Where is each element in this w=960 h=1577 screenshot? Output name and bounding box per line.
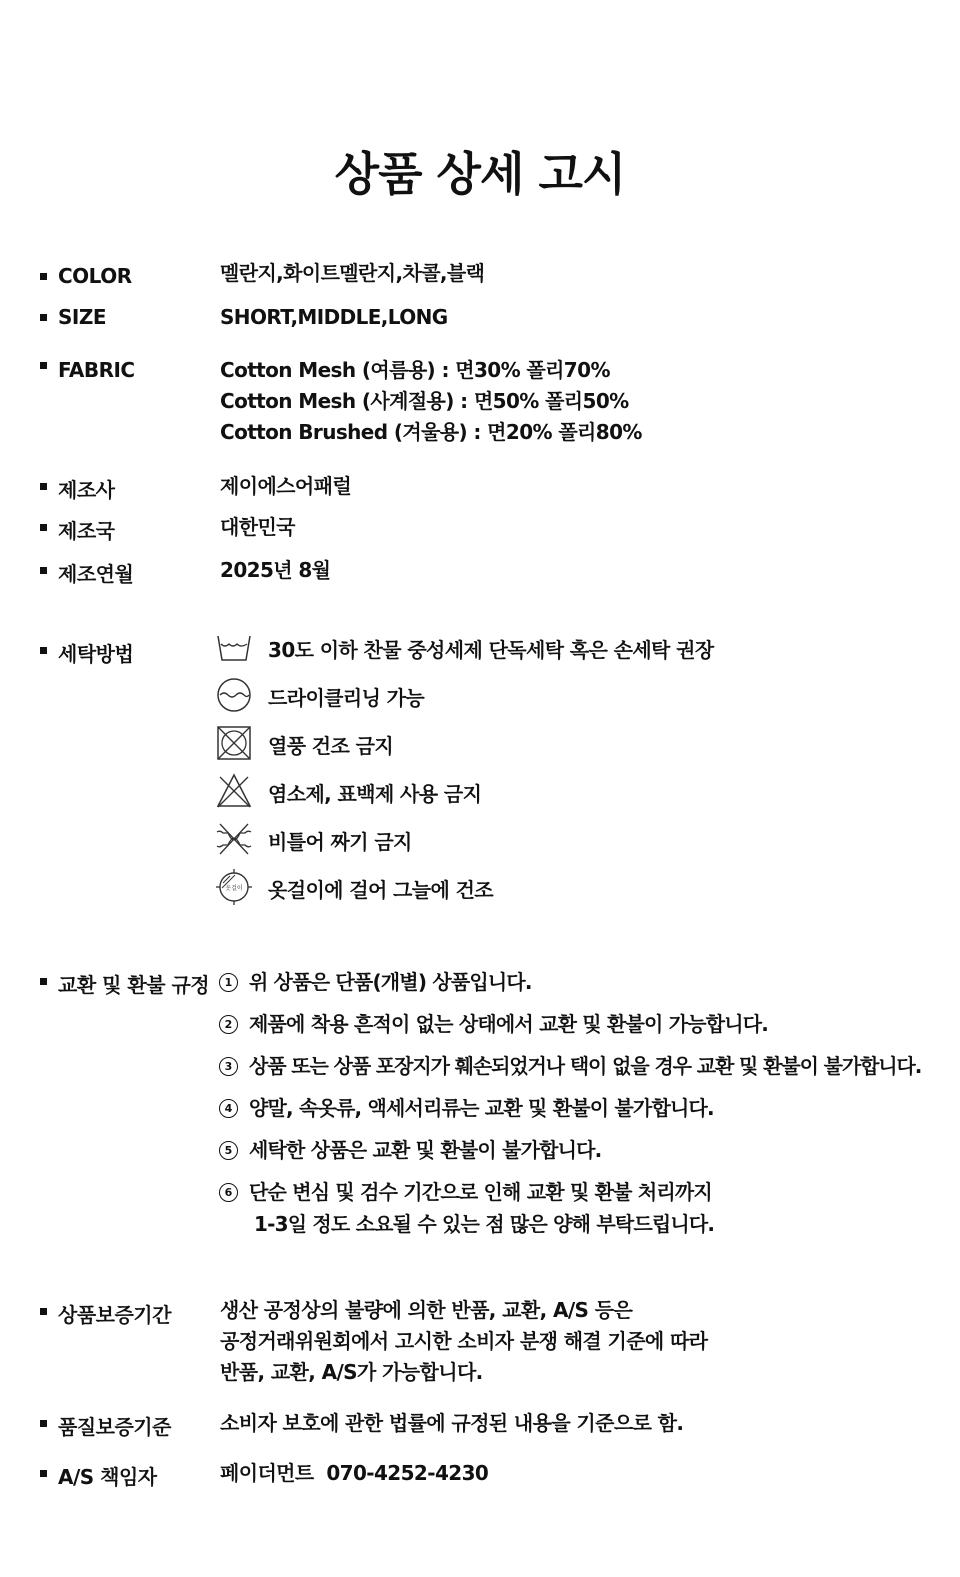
as-value: 페이더먼트 070-4252-4230 [220,1461,489,1485]
policy-number-badge: 3 [219,1057,238,1076]
hanger-icon-text: 옷걸이 [225,885,243,892]
spec-label: 제조연월 [58,562,134,586]
policy-item: 1-3일 정도 소요될 수 있는 점 많은 양해 부탁드립니다. [254,1212,715,1236]
wash-instruction: 염소제, 표백제 사용 금지 [268,782,482,806]
policy-number-badge: 6 [219,1183,238,1202]
bullet [40,273,47,280]
policy-item: 단순 변심 및 검수 기간으로 인해 교환 및 환불 처리까지 [249,1180,712,1204]
bullet [40,524,47,531]
policy-item: 상품 또는 상품 포장지가 훼손되었거나 택이 없을 경우 교환 및 환불이 불가합니다. [249,1054,922,1078]
spec-label: 제조사 [58,478,115,502]
policy-item: 위 상품은 단품(개별) 상품입니다. [249,970,532,994]
policy-item: 제품에 착용 흔적이 없는 상태에서 교환 및 환불이 가능합니다. [249,1012,769,1036]
spec-label: SIZE [58,305,107,329]
page-title: 상품 상세 고시 [334,147,626,201]
spec-value: 2025년 8월 [220,558,331,582]
no-bleach-icon [216,773,252,809]
no-wring-icon [216,821,252,857]
wash-instruction: 비틀어 짜기 금지 [268,830,412,854]
quality-label: 품질보증기준 [58,1415,171,1439]
policy-number-badge: 5 [219,1141,238,1160]
policy-item: 양말, 속옷류, 액세서리류는 교환 및 환불이 불가합니다. [249,1096,714,1120]
warranty-line: 생산 공정상의 불량에 의한 반품, 교환, A/S 등은 [220,1298,633,1322]
bullet [40,647,47,654]
spec-value: SHORT,MIDDLE,LONG [220,305,448,329]
policy-number-badge: 4 [219,1099,238,1118]
washing-label: 세탁방법 [58,642,134,666]
bullet [40,567,47,574]
bullet [40,1308,47,1315]
policy-item: 세탁한 상품은 교환 및 환불이 불가합니다. [249,1138,602,1162]
wash-instruction: 드라이클리닝 가능 [268,686,425,710]
spec-label: 제조국 [58,519,115,543]
fabric-line: Cotton Mesh (여름용) : 면30% 폴리70% [220,358,610,382]
spec-label: FABRIC [58,358,135,382]
spec-label: COLOR [58,264,132,288]
dry-clean-icon [216,677,252,713]
policy-number-badge: 1 [219,973,238,992]
bullet [40,483,47,490]
policy-label: 교환 및 환불 규정 [58,973,210,997]
bullet [40,314,47,321]
wash-instruction: 옷걸이에 걸어 그늘에 건조 [268,878,494,902]
wash-instruction: 30도 이하 찬물 중성세제 단독세탁 혹은 손세탁 권장 [268,638,714,662]
warranty-label: 상품보증기간 [58,1303,171,1327]
no-tumble-dry-icon [216,725,252,761]
fabric-line: Cotton Mesh (사계절용) : 면50% 폴리50% [220,389,629,413]
fabric-line: Cotton Brushed (겨울용) : 면20% 폴리80% [220,420,642,444]
policy-number-badge: 2 [219,1015,238,1034]
as-label: A/S 책임자 [58,1465,157,1489]
bullet [40,1420,47,1427]
quality-value: 소비자 보호에 관한 법률에 규정된 내용을 기준으로 함. [220,1411,684,1435]
bullet [40,978,47,985]
warranty-line: 반품, 교환, A/S가 가능합니다. [220,1360,483,1384]
spec-value: 제이에스어패럴 [220,474,352,498]
hang-dry-shade-icon [216,869,252,905]
spec-value: 대한민국 [220,515,295,539]
bullet [40,1470,47,1477]
warranty-line: 공정거래위원회에서 고시한 소비자 분쟁 해결 기준에 따라 [220,1329,708,1353]
spec-value: 멜란지,화이트멜란지,차콜,블랙 [220,261,485,285]
wash-tub-icon [216,630,252,666]
bullet [40,362,47,369]
wash-instruction: 열풍 건조 금지 [268,734,394,758]
